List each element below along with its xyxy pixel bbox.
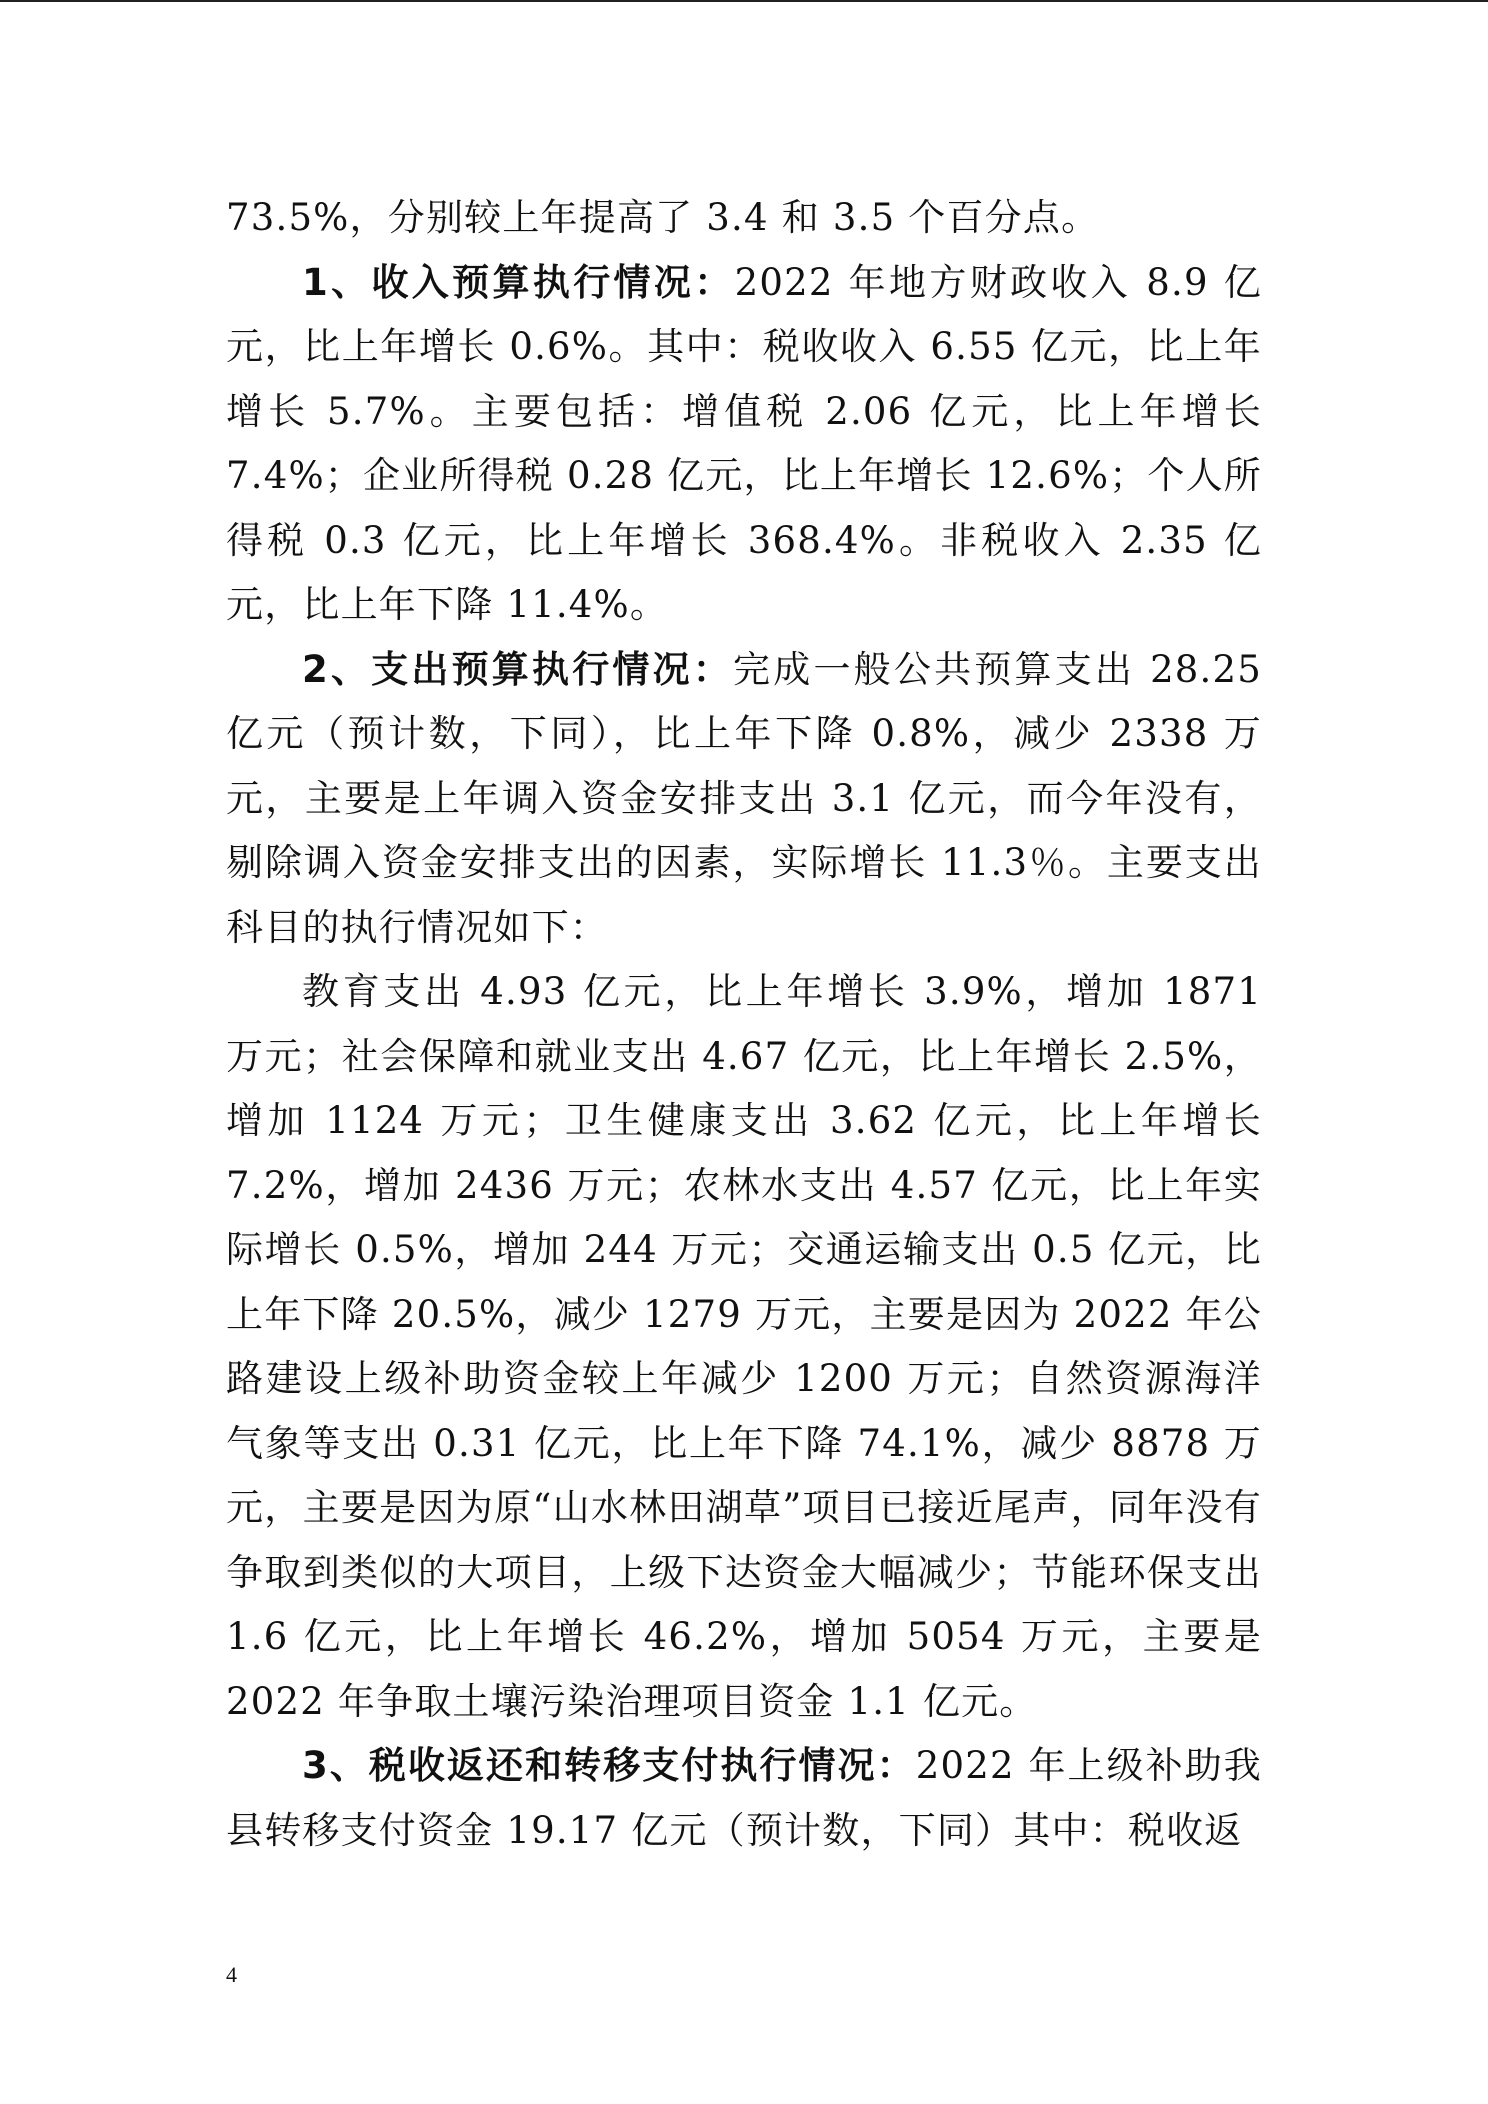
paragraph-expenditure-items: [226, 960, 1262, 1734]
paragraph-continuation: [226, 186, 1262, 251]
document-body: [226, 186, 1262, 1863]
paragraph-expenditure-budget: [226, 638, 1262, 961]
paragraph-revenue-budget: [226, 251, 1262, 638]
paragraph-text: 教育支出 4.93 亿元，比上年增长 3.9%，增加 1871 万元；社会保障和就业支出 4.67 亿元，比上年增长 2.5%，增加 1124 万元；卫生健康支出 3.62 亿元，比上年增长 7.2%，增加 2436 万元；农林水支出 4.57 亿元，比上年实际增长 0.5%，增加 244 万元；交通运输支出 0.5 亿元，比上年下降 20.5%，减少 1279 万元，主要是因为 2022 年公路建设上级补助资金较上年减少 1200 万元；自然资源海洋气象等支出 0.31 亿元，比上年下降 74.1%，减少 8878 万元，主要是因为原“山水林田湖草”项目已接近尾声，同年没有争取到类似的大项目，上级下达资金大幅减少；节能环保支出 1.6 亿元，比上年增长 46.2%，增加 5054 万元，主要是 2022 年争取土壤污染治理项目资金 1.1 亿元。: [226, 970, 1262, 1723]
paragraph-text: 完成一般公共预算支出 28.25 亿元（预计数，下同），比上年下降 0.8%，减少 2338 万元，主要是上年调入资金安排支出 3.1 亿元，而今年没有，剔除调入资金安排支出的因素，实际增长 11.3％。主要支出科目的执行情况如下：: [226, 647, 1262, 949]
paragraph-heading: 3、税收返还和转移支付执行情况：: [302, 1744, 916, 1787]
paragraph-text: 2022 年上级补助我县转移支付资金 19.17 亿元（预计数，下同）其中：税收返: [226, 1744, 1263, 1852]
paragraph-text: 73.5%，分别较上年提高了 3.4 和 3.5 个百分点。: [226, 196, 1100, 239]
paragraph-heading: 2、支出预算执行情况：: [302, 647, 734, 691]
paragraph-transfer-payments: [226, 1734, 1262, 1863]
top-border-line: [0, 0, 1488, 2]
page-number: 4: [226, 1962, 237, 1987]
paragraph-heading: 1、收入预算执行情况：: [302, 260, 735, 304]
paragraph-text: 2022 年地方财政收入 8.9 亿元，比上年增长 0.6%。其中：税收收入 6.55 亿元，比上年增长 5.7%。主要包括：增值税 2.06 亿元，比上年增长 7.4%；企业所得税 0.28 亿元，比上年增长 12.6%；个人所得税 0.3 亿元，比上年增长 368.4%。非税收入 2.35 亿元，比上年下降 11.4%。: [226, 260, 1263, 626]
